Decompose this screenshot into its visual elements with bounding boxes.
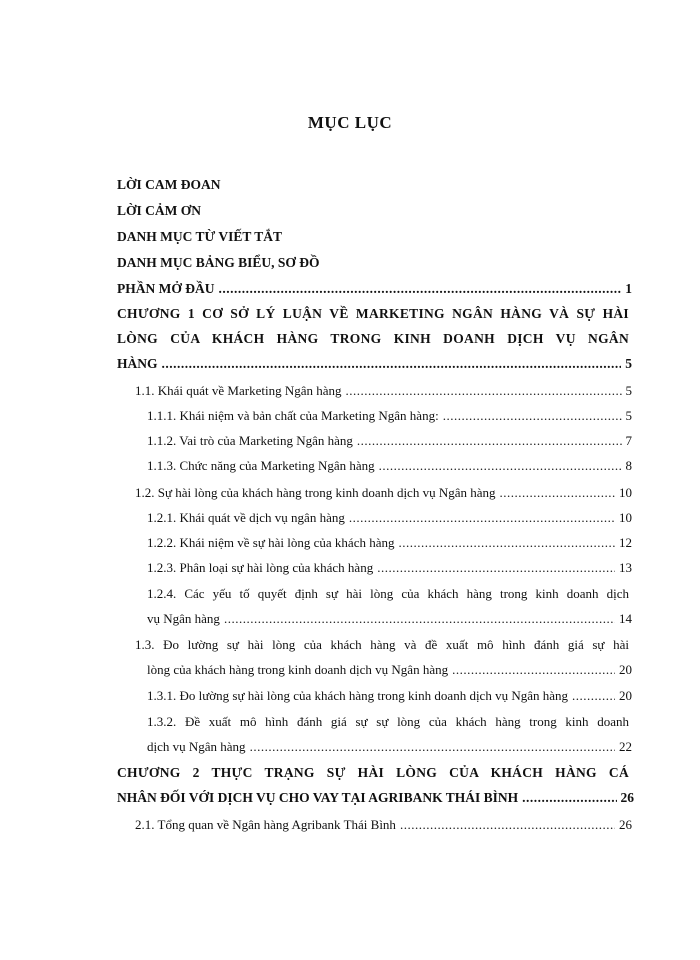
- toc-entry-2-1: [135, 817, 632, 833]
- toc-title: MỤC LỤC: [307, 113, 393, 132]
- toc-entry-1-1: [135, 383, 632, 399]
- toc-dot-leader: [357, 433, 622, 449]
- toc-front-abbreviations: DANH MỤC TỪ VIẾT TẮT: [117, 229, 283, 244]
- toc-entry-label: 2.1. Tổng quan về Ngân hàng Agribank Thái Bình: [135, 817, 396, 832]
- toc-dot-leader: [377, 560, 615, 576]
- toc-entry-1-2-1: [147, 510, 632, 526]
- toc-page-number: 26: [619, 817, 632, 832]
- toc-dot-leader: [162, 356, 622, 372]
- toc-chapter1-line2: LÒNG CỦA KHÁCH HÀNG TRONG KINH DOANH DỊCH VỤ NGÂN: [117, 331, 629, 346]
- toc-chapter2-line1: CHƯƠNG 2 THỰC TRẠNG SỰ HÀI LÒNG CỦA KHÁCH HÀNG CÁ: [117, 765, 629, 780]
- toc-entry-label: vụ Ngân hàng: [147, 611, 220, 626]
- toc-dot-leader: [250, 739, 615, 755]
- toc-entry-1-2-2: [147, 535, 632, 551]
- toc-entry-1-1-1: [147, 408, 632, 424]
- toc-dot-leader: [219, 281, 622, 297]
- toc-dot-leader: [398, 535, 615, 551]
- toc-chapter1-line1: CHƯƠNG 1 CƠ SỞ LÝ LUẬN VỀ MARKETING NGÂN HÀNG VÀ SỰ HÀI: [117, 306, 629, 321]
- toc-page-number: 5: [625, 383, 632, 398]
- toc-page-number: 5: [625, 356, 632, 371]
- toc-dot-leader: [379, 458, 622, 474]
- toc-page-number: 20: [619, 662, 632, 677]
- toc-dot-leader: [452, 662, 615, 678]
- toc-page-number: 20: [619, 688, 632, 703]
- toc-page-number: 5: [625, 408, 632, 423]
- toc-entry-1-2-4-line2: [147, 611, 632, 627]
- toc-dot-leader: [522, 790, 616, 806]
- toc-dot-leader: [400, 817, 615, 833]
- toc-page-number: 7: [625, 433, 632, 448]
- toc-entry-label: HÀNG: [117, 356, 158, 371]
- toc-entry-1-3-line2: [147, 662, 632, 678]
- toc-entry-label: 1.1.2. Vai trò của Marketing Ngân hàng: [147, 433, 353, 448]
- toc-entry-label: dịch vụ Ngân hàng: [147, 739, 246, 754]
- toc-page-number: 14: [619, 611, 632, 626]
- toc-entry-label: 1.1.3. Chức năng của Marketing Ngân hàng: [147, 458, 375, 473]
- toc-dot-leader: [349, 510, 615, 526]
- toc-entry-1-3-2-line1: 1.3.2. Đề xuất mô hình đánh giá sự sự lòng của khách hàng trong kinh doanh: [147, 714, 629, 729]
- toc-page-number: 10: [619, 510, 632, 525]
- toc-page-number: 22: [619, 739, 632, 754]
- toc-page-number: 1: [625, 281, 632, 296]
- toc-entry-1-3-1: [147, 688, 632, 704]
- toc-entry-1-3-2-line2: [147, 739, 632, 755]
- toc-entry-label: lòng của khách hàng trong kinh doanh dịch vụ Ngân hàng: [147, 662, 449, 677]
- toc-entry-label: 1.2.3. Phân loại sự hài lòng của khách hàng: [147, 560, 374, 575]
- toc-entry-1-2-4-line1: 1.2.4. Các yếu tố quyết định sự hài lòng của khách hàng trong kinh doanh dịch: [147, 586, 629, 601]
- toc-entry-label: 1.1.1. Khái niệm và bản chất của Marketing Ngân hàng:: [147, 408, 439, 423]
- toc-front-loi-cam-doan: LỜI CAM ĐOAN: [117, 177, 221, 192]
- toc-chapter2-line2: [117, 790, 634, 806]
- toc-entry-label: 1.3.1. Đo lường sự hài lòng của khách hàng trong kinh doanh dịch vụ Ngân hàng: [147, 688, 569, 703]
- toc-dot-leader: [572, 688, 615, 704]
- toc-entry-intro: [117, 281, 632, 297]
- toc-entry-label: PHẦN MỞ ĐẦU: [117, 281, 215, 296]
- toc-front-tables-diagrams: DANH MỤC BẢNG BIỂU, SƠ ĐỒ: [117, 255, 320, 270]
- toc-entry-label: 1.1. Khái quát về Marketing Ngân hàng: [135, 383, 342, 398]
- toc-dot-leader: [224, 611, 615, 627]
- toc-dot-leader: [500, 485, 615, 501]
- toc-entry-1-2: [135, 485, 632, 501]
- toc-page-number: 12: [619, 535, 632, 550]
- toc-page-number: 26: [620, 790, 634, 805]
- toc-entry-1-1-3: [147, 458, 632, 474]
- toc-chapter1-line3: [117, 356, 632, 372]
- toc-entry-1-2-3: [147, 560, 632, 576]
- toc-dot-leader: [443, 408, 622, 424]
- toc-entry-1-1-2: [147, 433, 632, 449]
- toc-front-loi-cam-on: LỜI CẢM ƠN: [117, 203, 201, 218]
- toc-page-number: 8: [625, 458, 632, 473]
- toc-entry-label: 1.2.2. Khái niệm về sự hài lòng của khách hàng: [147, 535, 395, 550]
- toc-entry-label: NHÂN ĐỐI VỚI DỊCH VỤ CHO VAY TẠI AGRIBANK THÁI BÌNH: [117, 790, 519, 805]
- toc-entry-label: 1.2. Sự hài lòng của khách hàng trong kinh doanh dịch vụ Ngân hàng: [135, 485, 496, 500]
- toc-entry-1-3-line1: 1.3. Đo lường sự hài lòng của khách hàng và đề xuất mô hình đánh giá sự hài: [135, 637, 629, 652]
- toc-page-number: 10: [619, 485, 632, 500]
- toc-page-number: 13: [619, 560, 632, 575]
- toc-entry-label: 1.2.1. Khái quát về dịch vụ ngân hàng: [147, 510, 345, 525]
- toc-dot-leader: [346, 383, 622, 399]
